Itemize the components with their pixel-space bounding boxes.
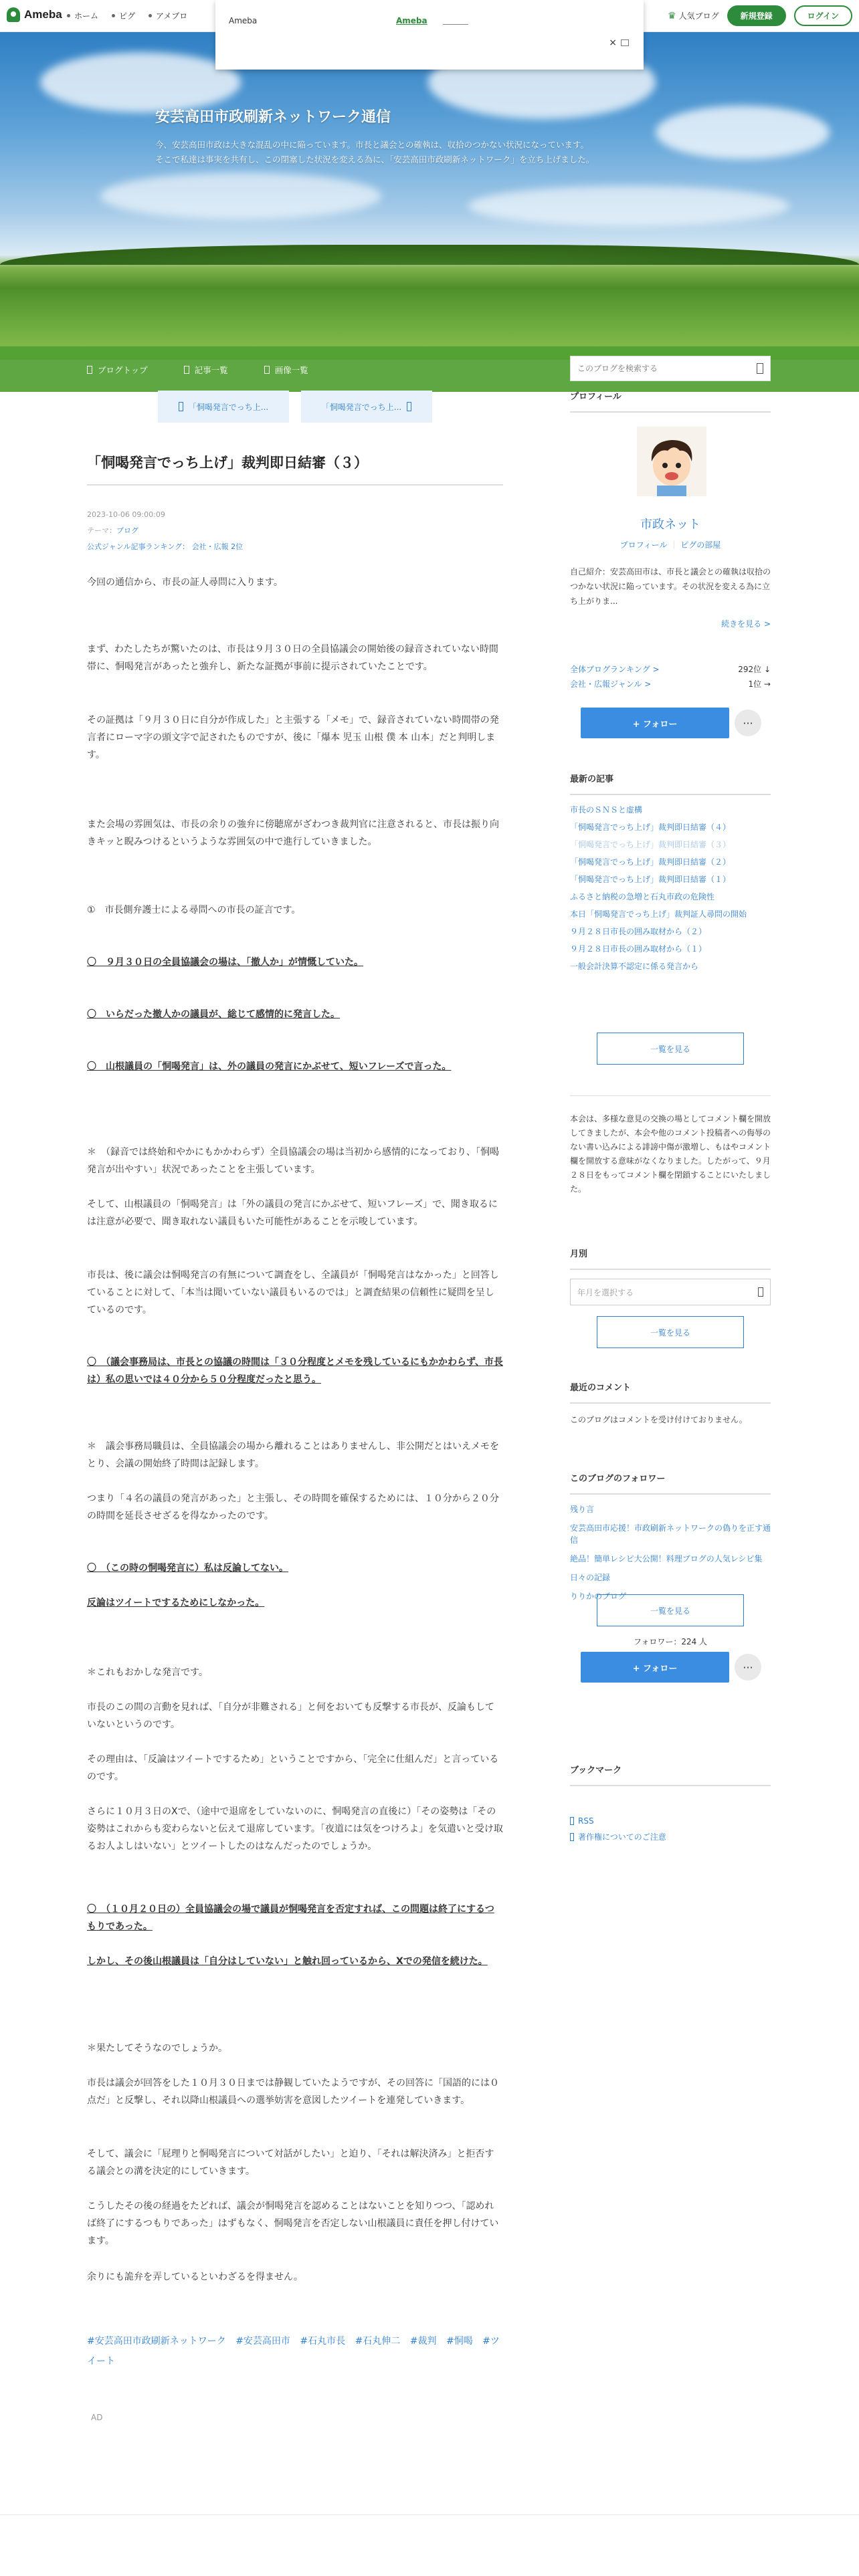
image-icon (264, 366, 270, 374)
avatar[interactable] (637, 427, 706, 496)
article-title: 「恫喝発言でっち上げ」裁判即日結審（３） (87, 452, 503, 486)
follower-link[interactable]: りりかのブログ (570, 1592, 627, 1601)
article-ranking (87, 539, 243, 555)
ameba-logo[interactable] (7, 7, 62, 22)
follower-list (570, 1503, 771, 1609)
chevron-right-icon (407, 402, 411, 411)
cloud-decoration (40, 52, 241, 112)
no-comment-text: このブログはコメントを受け付けておりません。 (570, 1415, 747, 1424)
ameba-logo-icon (7, 7, 20, 22)
search-icon[interactable] (757, 363, 763, 374)
archive-month-select[interactable] (570, 1279, 771, 1305)
article-theme (87, 523, 243, 539)
recent-entry-link[interactable]: ９月２８日市長の囲み取材から（１） (570, 944, 707, 954)
hashtag-link[interactable]: #石丸伸二 (355, 2336, 401, 2347)
blog-description-line: 今、安芸高田市政は大きな混乱の中に陥っています。市長と議会との確執は、収拾のつかない状況になっています。 (155, 140, 589, 150)
list-icon (184, 366, 189, 374)
article-paragraph: 〇 いらだった撤人かの議員が、総じて感情的に発言した。 (87, 1009, 340, 1020)
hashtag-link[interactable]: #裁判 (409, 2336, 437, 2347)
hashtag-list (87, 2331, 503, 2371)
signup-button[interactable]: 新規登録 (727, 5, 786, 26)
profile-link[interactable]: プロフィール (619, 540, 668, 550)
article-paragraph: しかし、その後山根議員は「自分はしていない」と触れ回っているから、Xでの発信を続けた。 (87, 1956, 488, 1967)
link-separator: ｜ (670, 540, 678, 550)
article-paragraph: ① 市長側弁護士による尋問への市長の証言です。 (87, 905, 301, 916)
cloud-decoration (468, 186, 789, 226)
top-nav-label: ホーム (74, 11, 99, 21)
profile-links (570, 539, 771, 550)
home-icon (87, 366, 92, 374)
article-paragraph: ＊ （録音では終始和やかにもかかわらず）全員協議会の場は当初から感情的になっており、「恫喝発言が出やすい」状況であったことを主張しています。 (87, 1147, 499, 1175)
article-paragraph: そして、山根議員の「恫喝発言」は「外の議員の発言にかぶせて、短いフレーズ」で、聞き取るには注意が必要で、聞き取れない議員もいた可能性があることを示唆しています。 (87, 1199, 498, 1227)
article-paragraph: また会場の雰囲気は、市長の余りの強弁に傍聴席がざわつき裁判官に注意されると、市長は振り向きキッと睨みつけるというような雰囲気の中で進行していきました。 (87, 819, 499, 847)
recent-entry-current: 「恫喝発言でっち上げ」裁判即日結審（３） (570, 840, 731, 849)
next-entry-label: 「恫喝発言でっち上... (321, 402, 402, 412)
comment-notice: 本会は、多様な意見の交換の場としてコメント欄を開放してきましたが、本会や他のコメント投稿者への侮辱のない書い込みによる誹謗中傷が激増し、もはやコメント欄を開放する意味がなくなりました。したがって、９月２８日をもってコメント欄を閉鎖することにいたしました。 (570, 1095, 771, 1196)
prev-entry-link[interactable] (158, 391, 289, 423)
overall-ranking (570, 663, 771, 675)
archive-more-button[interactable]: 一覧を見る (597, 1316, 744, 1348)
nav-label: ブログトップ (98, 365, 148, 375)
followers-more-button[interactable]: 一覧を見る (597, 1594, 744, 1626)
chevron-down-icon (758, 1287, 763, 1297)
recent-entry-link[interactable]: 「恫喝発言でっち上げ」裁判即日結審（４） (570, 823, 731, 832)
profile-heading: プロフィール (570, 389, 771, 413)
blog-search-input[interactable] (577, 364, 757, 373)
top-nav (67, 10, 187, 21)
popup-brand: Ameba (229, 16, 258, 25)
blog-title[interactable]: 安芸高田市政刷新ネットワーク通信 (155, 109, 391, 126)
article-paragraph: ＊果たしてそうなのでしょうか。 (87, 2043, 227, 2054)
chevron-left-icon (179, 402, 183, 411)
article-paragraph: 市長は、後に議会は恫喝発言の有無について調査をし、全議員が「恫喝発言はなかった」と回答していることに対して、「本当は聞いていない議員もいるのでは」と調査結果の信頼性に疑問を呈しているのです。 (87, 1270, 499, 1315)
nav-image-list[interactable] (264, 364, 308, 376)
popup-ameba-link[interactable]: Ameba (396, 16, 427, 25)
rss-icon (570, 1817, 574, 1825)
profile-more-link[interactable]: 続きを見る > (721, 619, 771, 629)
followers-heading: このブログのフォロワー (570, 1471, 771, 1495)
blog-nav-bar (0, 346, 859, 392)
avatar-illustration (637, 427, 706, 496)
archive-select-label: 年月を選択する (577, 1287, 634, 1297)
article-paragraph: 〇 ９月３０日の全員協議会の場は、「撤人か」が情慨していた。 (87, 957, 363, 968)
recent-entry-link[interactable]: ９月２８日市長の囲み取材から（２） (570, 927, 707, 936)
genre-ranking (570, 678, 771, 689)
genre-ranking-value: 1位 → (748, 679, 771, 689)
follow-button-bottom[interactable]: + フォロー (581, 1652, 729, 1683)
ranking-label[interactable]: 公式ジャンル記事ランキング： (87, 542, 190, 551)
top-nav-pigg[interactable] (112, 10, 135, 21)
follower-link[interactable]: 安芸高田市応援！市政刷新ネットワークの偽りを正す通信 (570, 1523, 771, 1545)
article-paragraph: そして、議会に「屁理りと恫喝発言について対話がしたい」と迫り、「それは解決済み」と拒否する議会との溝を決定的にしていきます。 (87, 2149, 494, 2177)
overall-ranking-value: 292位 ↓ (738, 665, 771, 674)
genre-ranking-link[interactable]: 会社・広報ジャンル > (570, 679, 652, 689)
follower-count: フォロワー：224 人 (633, 1637, 708, 1646)
follow-button[interactable]: + フォロー (581, 708, 729, 738)
article-paragraph: 市長のこの間の言動を見れば、「自分が非難される」と何をおいても反撃する市長が、反論もしていないというのです。 (87, 1702, 494, 1730)
info-icon[interactable] (621, 39, 629, 46)
top-nav-ameblo[interactable] (149, 10, 187, 21)
article-paragraph: その証拠は「９月３０日に自分が作成した」と主張する「メモ」で、録音されていない時間帯の発言者にローマ字の頭文字で記されたものですが、後に「爆本 児玉 山根 僕 本 山本」だと判明します。 (87, 715, 499, 760)
hashtag-link[interactable]: #安芸高田市政刷新ネットワーク (87, 2336, 226, 2347)
top-nav-home[interactable] (67, 10, 98, 21)
bullet-icon (67, 14, 70, 17)
recent-entry-link[interactable]: 「恫喝発言でっち上げ」裁判即日結審（１） (570, 875, 731, 884)
nav-label: 記事一覧 (194, 365, 228, 375)
blogger-name[interactable]: 市政ネット (640, 518, 700, 532)
bookmark-heading: ブックマーク (570, 1763, 771, 1786)
ameba-logo-text: Ameba (24, 8, 62, 21)
hashtag-link[interactable]: #恫喝 (446, 2336, 473, 2347)
footer-divider (0, 2514, 859, 2515)
top-right-actions (668, 5, 852, 26)
popup-divider (443, 24, 468, 25)
bookmark-label: RSS (578, 1816, 594, 1826)
bullet-icon (112, 14, 115, 17)
article-paragraph: 余りにも詭弁を弄しているといわざるを得ません。 (87, 2272, 303, 2282)
article-paragraph: ＊これもおかしな発言です。 (87, 1667, 208, 1678)
popup-close-area (609, 37, 629, 48)
follower-link[interactable]: 絶品！簡単レシピ大公開！料理ブログの人気レシピ集 (570, 1554, 763, 1564)
article-paragraph: 反論はツイートでするためにしなかった。 (87, 1598, 265, 1608)
article-meta (87, 507, 243, 555)
article-paragraph: こうしたその後の経過をたどれば、議会が恫喝発言を認めることはないことを知りつつ、「認めれば終了にするつもりであった」はずもなく、恫喝発言を否定しない山根議員に責任を押し付けています。 (87, 2201, 499, 2246)
copyright-link[interactable] (570, 1831, 771, 1842)
pig-room-link[interactable]: ピグの部屋 (680, 540, 721, 550)
blog-search-box (570, 356, 771, 381)
next-entry-link[interactable] (301, 391, 432, 423)
more-options-button-bottom[interactable]: ··· (735, 1654, 761, 1681)
recent-entry-link[interactable]: 一般会計決算不認定に係る発言から (570, 962, 699, 971)
popular-blog-link[interactable] (668, 10, 719, 21)
article-paragraph: 〇 （議会事務局は、市長との協議の時間は「３０分程度とメモを残しているにもかかわらず、市長は）私の思いでは４０分から５０分程度だったと思う。 (87, 1357, 503, 1385)
article-paragraph: その理由は、「反論はツイートでするため」ということですから、「完全に仕組んだ」と言っているのです。 (87, 1754, 499, 1782)
more-options-button[interactable]: ··· (735, 710, 761, 736)
document-icon (570, 1833, 574, 1841)
ad-popup (215, 0, 644, 70)
bookmark-list (570, 1816, 771, 1848)
recent-entries (570, 804, 771, 978)
top-nav-label: アメブロ (156, 11, 188, 21)
recent-more-button[interactable]: 一覧を見る (597, 1033, 744, 1065)
article-date: 2023-10-06 09:00:09 (87, 510, 165, 519)
overall-ranking-link[interactable]: 全体ブログランキング > (570, 665, 660, 674)
blog-description (155, 138, 677, 167)
article-paragraph: ＊ 議会事務局職員は、全員協議会の場から離れることはありませんし、非公開だとはいえメモをとり、会議の開始終了時間は記録します。 (87, 1441, 499, 1469)
entry-pager (158, 391, 432, 423)
ranking-link[interactable]: 会社・広報 2位 (191, 542, 244, 551)
article-paragraph: 〇 （１０月２０日の）全員協議会の場で議員が恫喝発言を否定すれば、この問題は終了にするつもりであった。 (87, 1904, 494, 1932)
crown-icon: ♛ (668, 10, 676, 21)
recent-entry-link[interactable]: 「恫喝発言でっち上げ」裁判即日結審（２） (570, 857, 731, 867)
cloud-decoration (656, 106, 830, 159)
hashtag-link[interactable]: #ツイート (87, 2336, 500, 2367)
article-paragraph: まず、わたしたちが驚いたのは、市長は９月３０日の全員協議会の開始後の録音されていない時間帯に、恫喝発言があったと強弁し、新たな証拠が事前に提示されていたことです。 (87, 644, 498, 672)
bookmark-label: 著作権についてのご注意 (578, 1832, 666, 1842)
hashtag-link[interactable]: #安芸高田市 (235, 2336, 290, 2347)
nav-label: 画像一覧 (274, 365, 308, 375)
article-paragraph: さらに１０月３日のXで、（途中で退席をしていないのに、恫喝発言の直後に）「その姿勢は「その姿勢はこれからも変わらないと伝えて退席しています。「夜道には気をつけろよ」を気遣いと受け取るお人よしはいない」とツイートしたのはなんだったのでしょうか。 (87, 1806, 503, 1852)
article-paragraph: 〇 （この時の恫喝発言に）私は反論してない。 (87, 1563, 288, 1574)
theme-label: テーマ： (87, 526, 116, 535)
bullet-icon (149, 14, 152, 17)
follower-link[interactable]: 日々の記録 (570, 1573, 611, 1582)
recent-entry-link[interactable]: ふるさと納税の急増と石丸市政の危険性 (570, 892, 715, 901)
comments-heading: 最近のコメント (570, 1380, 771, 1404)
nav-blog-top[interactable] (87, 364, 148, 376)
blog-header (0, 32, 859, 375)
hashtag-link[interactable]: #石丸市長 (300, 2336, 346, 2347)
article-paragraph: つまり「４名の議員の発言があった」と主張し、その時間を確保するためには、１０分から２０分の時間を延長させざるを得なかったのです。 (87, 1493, 499, 1521)
follower-link[interactable]: 残り言 (570, 1505, 595, 1514)
ad-label: AD (91, 2413, 103, 2422)
nav-entry-list[interactable] (184, 364, 228, 376)
recent-entry-link[interactable]: 本日「恫喝発言でっち上げ」裁判証人尋問の開始 (570, 909, 747, 919)
theme-link[interactable]: ブログ (116, 526, 138, 535)
article-paragraph: 今回の通信から、市長の証人尋問に入ります。 (87, 577, 283, 588)
login-button[interactable]: ログイン (794, 5, 852, 26)
archive-heading: 月別 (570, 1247, 771, 1270)
recent-heading: 最新の記事 (570, 772, 771, 795)
top-nav-label: ピグ (119, 11, 136, 21)
popular-blog-label: 人気ブログ (678, 11, 719, 21)
treeline-decoration (0, 245, 859, 265)
article-paragraph: 市長は議会が回答をした１０月３０日までは静観していたようですが、その回答に「国語的には０点だ」と反撃し、それ以降山根議員への選挙妨害を意図したツイートを連発していきます。 (87, 2078, 499, 2106)
prev-entry-label: 「恫喝発言でっち上... (188, 402, 269, 412)
recent-entry-link[interactable]: 市長のＳＮＳと虚構 (570, 805, 643, 815)
blog-nav-items (87, 364, 308, 376)
blog-description-line: そこで私達は事実を共有し、この閉塞した状況を変える為に、「安芸高田市政刷新ネットワーク」を立ち上げました。 (155, 154, 595, 165)
rss-link[interactable] (570, 1816, 771, 1826)
article-paragraph: 〇 山根議員の「恫喝発言」は、外の議員の発言にかぶせて、短いフレーズで言った。 (87, 1061, 452, 1072)
close-icon[interactable]: × (609, 37, 617, 48)
profile-intro: 自己紹介：安芸高田市は、市長と議会との確執は収拾のつかない状況に陥っています。その状況を変える為に立ち上がりま... (570, 567, 771, 606)
cloud-decoration (100, 173, 381, 219)
